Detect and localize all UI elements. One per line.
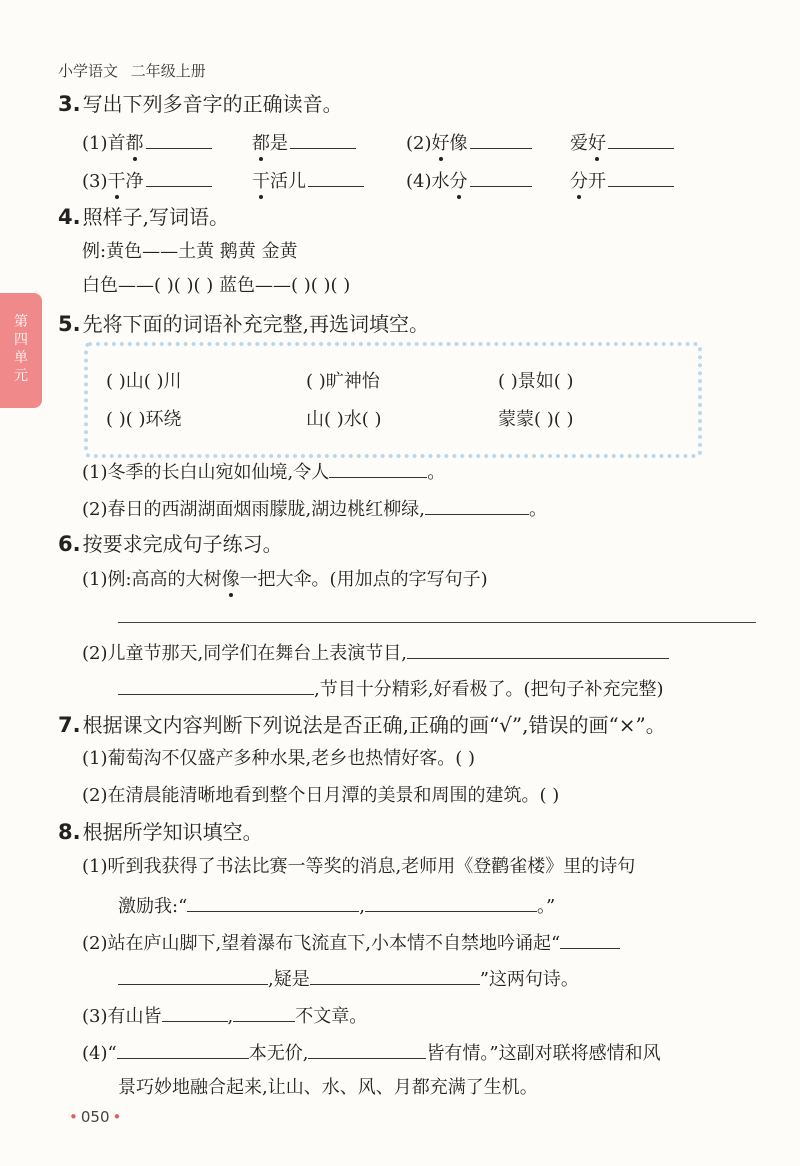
sentence-text: ,疑是 (268, 969, 310, 990)
sentence-text: (1)例:高高的大树 (82, 569, 222, 590)
fill-sentence (82, 1003, 367, 1029)
fill-sentence: 景巧妙地融合起来,让山、水、风、月都充满了生机。 (118, 1077, 538, 1098)
answer-blank[interactable] (146, 130, 212, 149)
fill-sentence (82, 496, 547, 522)
polyphone-item: (4)水分 (406, 168, 532, 194)
answer-blank[interactable] (470, 130, 532, 149)
word-fill-line[interactable]: 白色——( )( )( ) 蓝色——( )( )( ) (82, 275, 351, 296)
answer-blank[interactable] (470, 168, 532, 187)
unit-side-tab (0, 293, 42, 408)
answer-blank[interactable] (290, 130, 356, 149)
word-bank-item[interactable]: ( )( )环绕 (106, 409, 182, 430)
sentence-text: ,节目十分精彩,好看极了。(把句子补充完整) (314, 679, 664, 700)
sentence-text: (4)“ (82, 1043, 117, 1064)
word-bank-item[interactable]: ( )景如( ) (498, 371, 574, 392)
polyphone-item: (2)好像 (406, 130, 532, 156)
fill-sentence (82, 1040, 661, 1066)
polyphone-item: 都是 (252, 130, 356, 156)
question-4-title (58, 205, 229, 229)
question-5-title (58, 312, 429, 336)
sentence-text: 激励我:“ (118, 896, 188, 917)
answer-blank[interactable] (118, 966, 268, 985)
answer-blank[interactable] (310, 966, 480, 985)
sentence-text: 不文章。 (295, 1006, 368, 1027)
answer-blank[interactable] (425, 496, 529, 515)
page-number-text: 050 (80, 1108, 110, 1126)
answer-blank[interactable] (233, 1003, 295, 1022)
sentence-task (118, 676, 664, 702)
dotted-char: 像 (221, 569, 240, 590)
subject-title: 小学语文 (58, 62, 119, 80)
question-text: 根据课文内容判断下列说法是否正确,正确的画“√”,错误的画“×”。 (82, 713, 666, 737)
page-number: • 050 • (69, 1108, 122, 1126)
question-3-title (58, 92, 343, 116)
answer-blank[interactable] (608, 130, 674, 149)
question-6-title (58, 532, 283, 556)
answer-blank[interactable] (608, 168, 674, 187)
answer-blank[interactable] (329, 459, 427, 478)
judge-statement[interactable]: (1)葡萄沟不仅盛产多种水果,老乡也热情好客。( ) (82, 748, 475, 769)
sentence-text: 一把大伞。(用加点的字写句子) (239, 569, 488, 590)
question-number: 3. (58, 92, 81, 116)
page-header (58, 60, 214, 81)
answer-blank[interactable] (146, 168, 212, 187)
question-number: 5. (58, 312, 81, 336)
fill-sentence (82, 459, 445, 485)
sentence-text: , (359, 896, 366, 917)
sentence-text: , (227, 1006, 234, 1027)
polyphone-item: (3)干净 (82, 168, 212, 194)
sentence-text: (2)站在庐山脚下,望着瀑布飞流直下,小本情不自禁地吟诵起“ (82, 933, 561, 954)
fill-sentence (82, 930, 620, 956)
sentence-text: 皆有情。”这副对联将感情和风 (426, 1043, 661, 1064)
judge-statement[interactable]: (2)在清晨能清晰地看到整个日月潭的美景和周围的建筑。( ) (82, 785, 560, 806)
word-bank-item[interactable]: ( )旷神怡 (306, 371, 380, 392)
sentence-task (82, 568, 488, 592)
sentence-text: 。” (537, 896, 556, 917)
example-line: 例:黄色——土黄 鹅黄 金黄 (82, 241, 298, 262)
question-number: 4. (58, 205, 81, 229)
sentence-text: (3)有山皆 (82, 1006, 162, 1027)
question-text: 先将下面的词语补充完整,再选词填空。 (82, 312, 429, 336)
sentence-task (82, 640, 669, 666)
sentence-end: 。 (427, 462, 446, 483)
question-text: 写出下列多音字的正确读音。 (82, 92, 343, 116)
sentence-text: (2)春日的西湖湖面烟雨朦胧,湖边桃红柳绿, (82, 499, 425, 520)
answer-blank[interactable] (365, 893, 537, 912)
answer-blank[interactable] (407, 640, 669, 659)
answer-blank[interactable] (308, 1040, 426, 1059)
fill-sentence (118, 966, 579, 992)
polyphone-item: 爱好 (570, 130, 674, 156)
question-number: 6. (58, 532, 81, 556)
sentence-text: (2)儿童节那天,同学们在舞台上表演节目, (82, 643, 407, 664)
sentence-text: 本无价, (248, 1043, 309, 1064)
sentence-text: ”这两句诗。 (479, 969, 579, 990)
polyphone-item: 干活儿 (252, 168, 364, 194)
sentence-text: (1)冬季的长白山宛如仙境,令人 (82, 462, 330, 483)
question-number: 7. (58, 713, 81, 737)
question-text: 按要求完成句子练习。 (82, 532, 283, 556)
question-text: 照样子,写词语。 (82, 205, 229, 229)
question-7-title (58, 713, 666, 737)
polyphone-item: (1)首都 (82, 130, 212, 156)
answer-blank[interactable] (308, 168, 364, 187)
polyphone-item: 分开 (570, 168, 674, 194)
word-bank-item[interactable]: 蒙蒙( )( ) (498, 409, 574, 430)
question-text: 根据所学知识填空。 (82, 820, 263, 844)
answer-blank[interactable] (118, 676, 314, 695)
question-8-title (58, 820, 263, 844)
grade-label: 二年级上册 (130, 62, 206, 80)
fill-sentence (118, 893, 555, 919)
word-bank-box (84, 342, 702, 458)
answer-blank[interactable] (117, 1040, 249, 1059)
word-bank-item[interactable]: 山( )水( ) (306, 409, 382, 430)
question-number: 8. (58, 820, 81, 844)
word-bank-item[interactable]: ( )山( )川 (106, 371, 182, 392)
answer-blank[interactable] (187, 893, 359, 912)
sentence-end: 。 (528, 499, 547, 520)
answer-blank[interactable] (162, 1003, 228, 1022)
fill-sentence: (1)听到我获得了书法比赛一等奖的消息,老师用《登鹳雀楼》里的诗句 (82, 856, 636, 877)
unit-label: 第四单元 (14, 314, 28, 384)
answer-line[interactable] (118, 622, 756, 623)
answer-blank[interactable] (560, 930, 620, 949)
